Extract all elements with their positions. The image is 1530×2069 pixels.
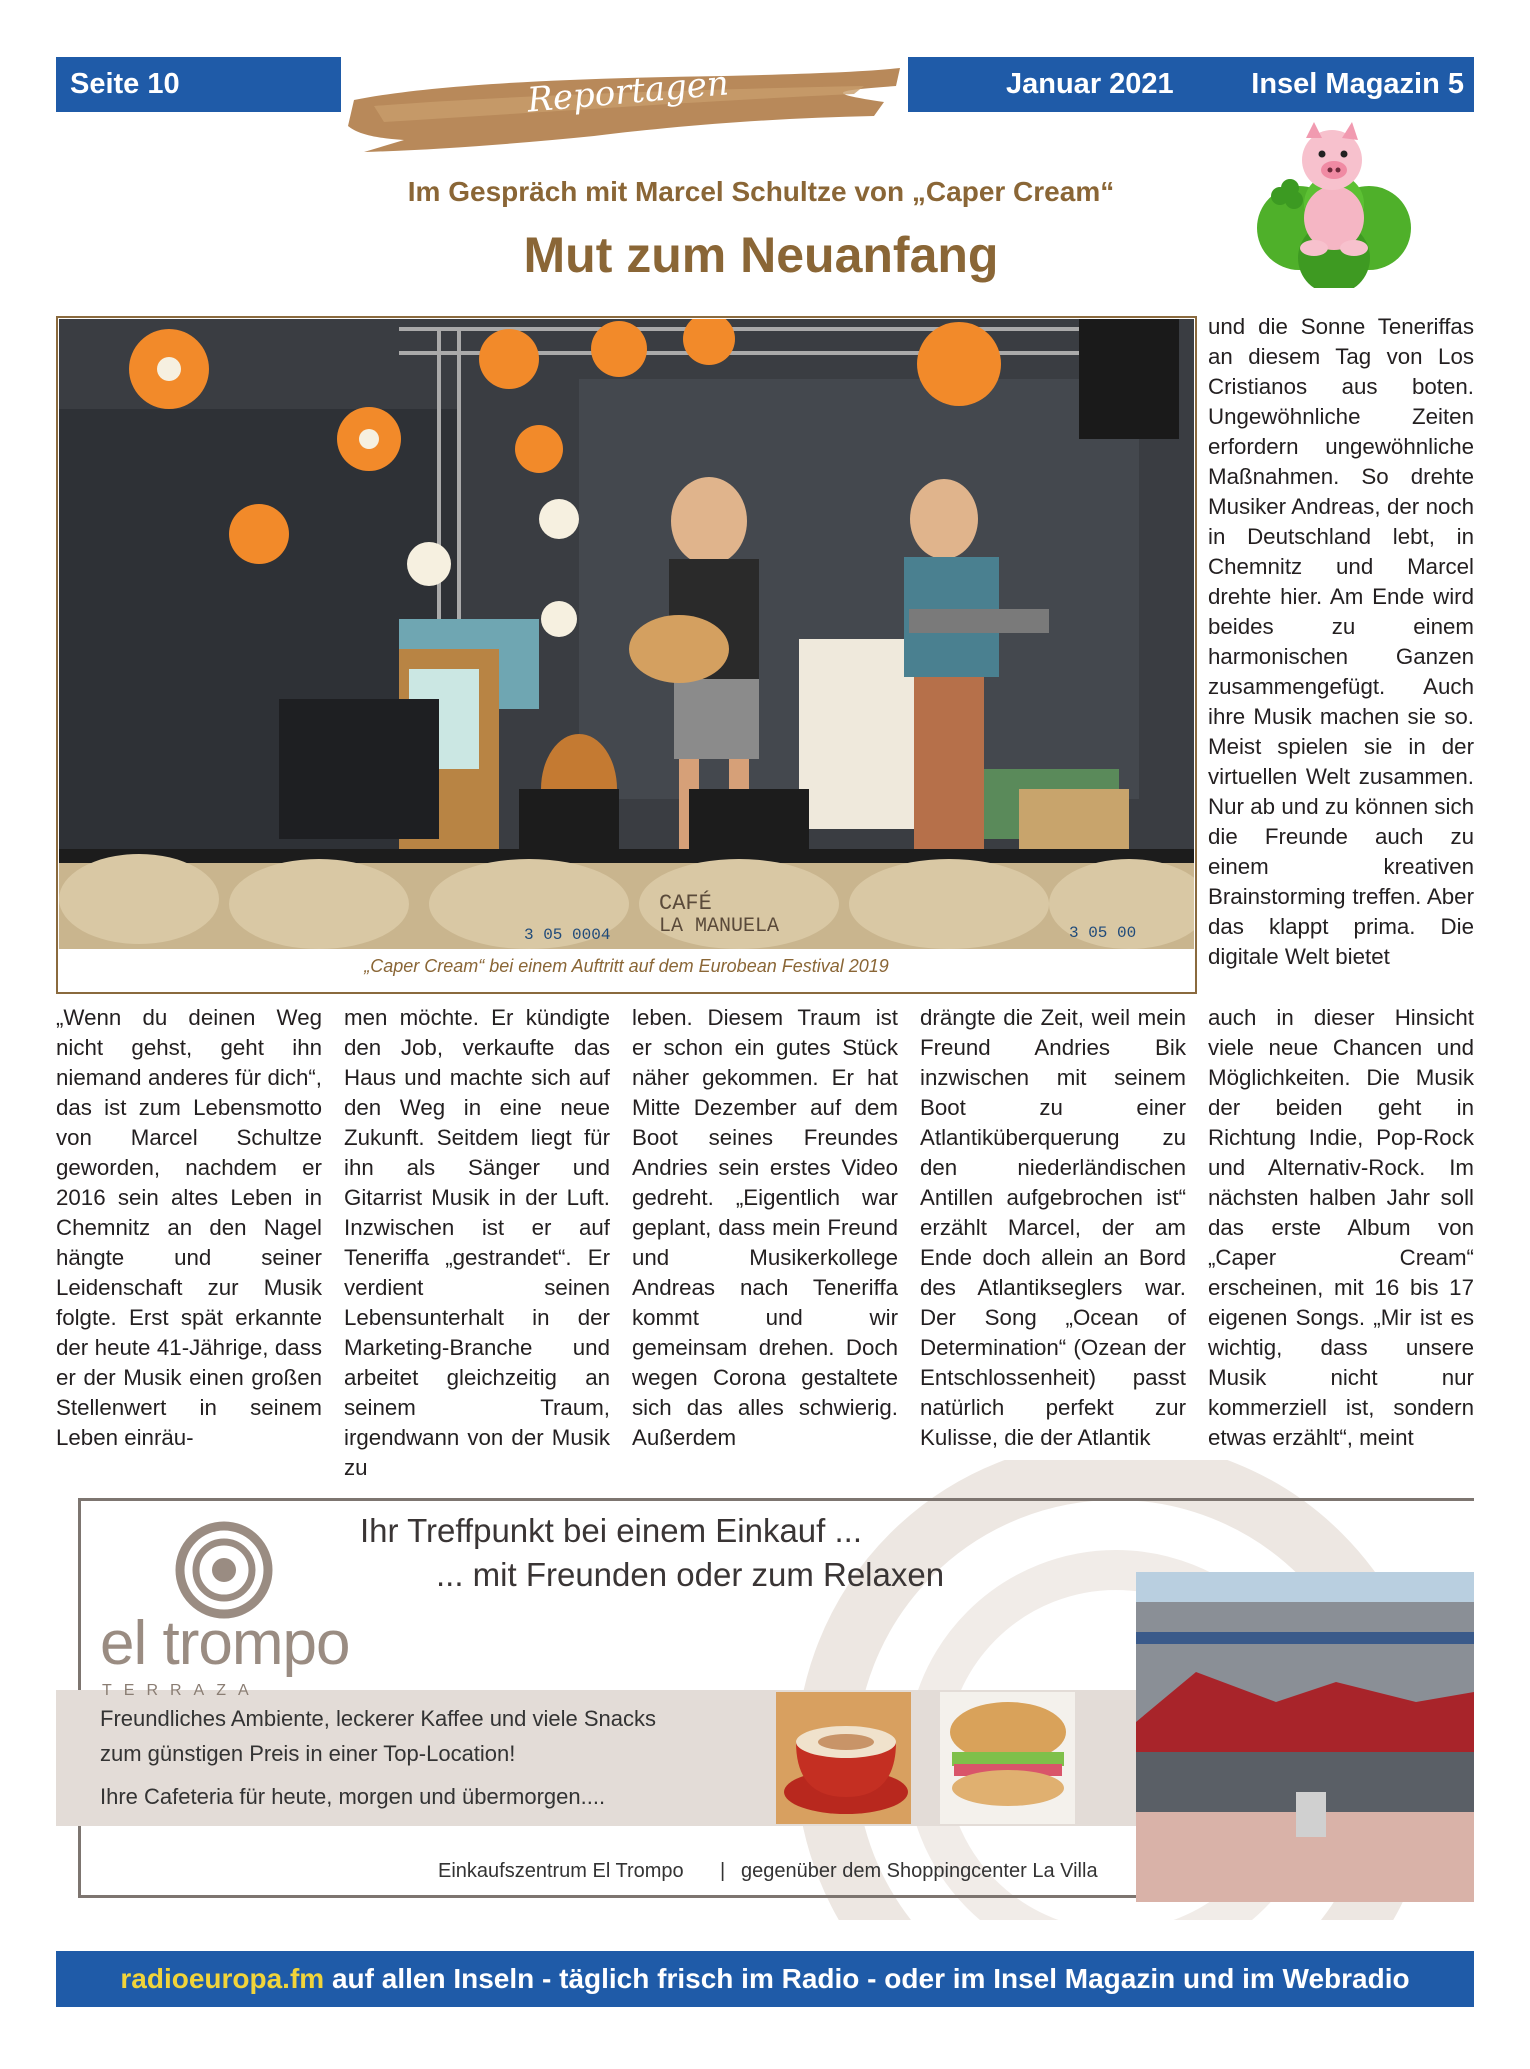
article-column-5 [1208,1003,1474,1453]
article-text: drängte die Zeit, weil mein Freund Andries Bik inzwischen mit seinem Boot zu einer Atlantiküberquerung zu den niederländischen Antillen aufgebrochen ist“ erzählt Marcel, der am Ende doch allein an Bord des Atlantikseglers war. Der Song „Ocean of Determination“ (Ozean der Entschlossenheit) passt natürlich perfekt zur Kulisse, die der Atlantik [920,1005,1186,1450]
swirl-logo-icon [174,1520,274,1620]
ad-text-line-2: zum günstigen Preis in einer Top-Location! [100,1741,516,1766]
page-number: Seite 10 [70,68,180,100]
ad-headline-1: Ihr Treffpunkt bei einem Einkauf ... [360,1512,862,1549]
article-text: „Wenn du deinen Weg nicht gehst, geht ihn niemand anderes für dich“, das ist zum Lebensmotto von Marcel Schultze geworden, nachdem er 2016 sein altes Leben in Chemnitz an den Nagel hängte und seiner Leidenschaft zur Musik folgte. Erst spät erkannte der heute 41-Jährige, dass er der Musik einen großen Stellenwert in seinem Leben einräu- [56,1005,322,1450]
photo-caption: „Caper Cream“ bei einem Auftritt auf dem Eurobean Festival 2019 [364,956,889,976]
photo-sign-cafe: CAFÉ [659,891,712,916]
ad-address-separator: | [720,1860,726,1882]
article-column-right-top [1208,312,1474,972]
article-photo-frame [56,316,1197,994]
article-text: auch in dieser Hinsicht viele neue Chancen und Möglichkeiten. Die Musik der beiden geht in Richtung Indie, Pop-Rock und Alternativ-Rock. Im nächsten halben Jahr soll das erste Album von „Caper Cream“ erscheinen, mit 16 bis 17 eigenen Songs. „Mir ist es wichtig, dass unsere Musik nicht nur kommerziell ist, sondern etwas erzählt“, meint [1208,1005,1474,1450]
article-text: leben. Diesem Traum ist er schon ein gutes Stück näher gekommen. Er hat Mitte Dezember auf dem Boot seines Freundes Andries sein erstes Video gedreht. „Eigentlich war geplant, dass mein Freund und Musikerkollege Andreas nach Teneriffa kommt und wir gemeinsam drehen. Doch wegen Corona gestaltete sich das alles schwierig. Außerdem [632,1005,898,1450]
issue-date: Januar 2021 [1006,68,1174,100]
sandwich-image [940,1692,1075,1824]
article-column-1 [56,1003,322,1453]
logo-name: el trompo [100,1609,350,1678]
article-text: und die Sonne Teneriffas an diesem Tag von Los Cristianos aus boten. Ungewöhnliche Zeiten erfordern ungewöhnliche Maßnahmen. So drehte Musiker Andreas, der noch in Deutschland lebt, in Chemnitz und Marcel drehte hier. Am Ende wird beides zu einem harmonischen Ganzen zusammengefügt. Auch ihre Musik machen sie so. Meist spielen sie in der virtuellen Welt zusammen. Nur ab und zu können sich die Freunde auch zu einem kreativen Brainstorming treffen. Aber das klappt prima. Die digitale Welt bietet [1208,314,1474,969]
article-column-3 [632,1003,898,1453]
ad-address-1: Einkaufszentrum El Trompo [438,1860,684,1882]
ad-address-2: gegenüber dem Shoppingcenter La Villa [741,1860,1098,1882]
photo-sign-manuela: LA MANUELA [659,915,780,938]
article-headline: Mut zum Neuanfang [523,227,999,283]
logo-subtitle: TERRAZA [102,1682,261,1699]
coffee-cup-image [776,1692,911,1824]
page-number-bar [56,57,341,112]
photo-sack-number-2: 3 05 00 [1069,924,1137,942]
ad-text-line-1: Freundliches Ambiente, leckerer Kaffee und viele Snacks [100,1706,657,1731]
article-text: men möchte. Er kündigte den Job, verkaufte das Haus und machte sich auf den Weg in eine neue Zukunft. Seitdem liegt für ihn als Sänger und Gitarrist Musik in der Luft. Inzwischen ist er auf Teneriffa „gestrandet“. Er verdient seinen Lebensunterhalt in der Marketing-Branche und arbeitet gleichzeitig an seinem Traum, irgendwann von der Musik zu [344,1005,610,1480]
footer-text: auf allen Inseln - täglich frisch im Radio - oder im Insel Magazin und im Webradio [324,1963,1410,1994]
photo-sack-number-1: 3 05 0004 [524,926,611,944]
concert-stage-photo [59,319,1194,949]
article-column-4 [920,1003,1186,1453]
footer-banner [56,1951,1474,2007]
footer-url-link[interactable]: radioeuropa.fm [120,1963,325,1994]
date-magazine-bar [908,57,1474,112]
article-subtitle: Im Gespräch mit Marcel Schultze von „Caper Cream“ [407,176,1115,207]
ad-headline-2: ... mit Freunden oder zum Relaxen [436,1556,945,1593]
ad-text-line-3: Ihre Cafeteria für heute, morgen und übermorgen.... [100,1784,606,1809]
cafe-terrace-photo [1136,1572,1474,1902]
el-trompo-advertisement [56,1460,1474,1920]
section-label: Reportagen [525,63,731,121]
article-column-2 [344,1003,610,1483]
magazine-title: Insel Magazin 5 [1251,68,1464,100]
